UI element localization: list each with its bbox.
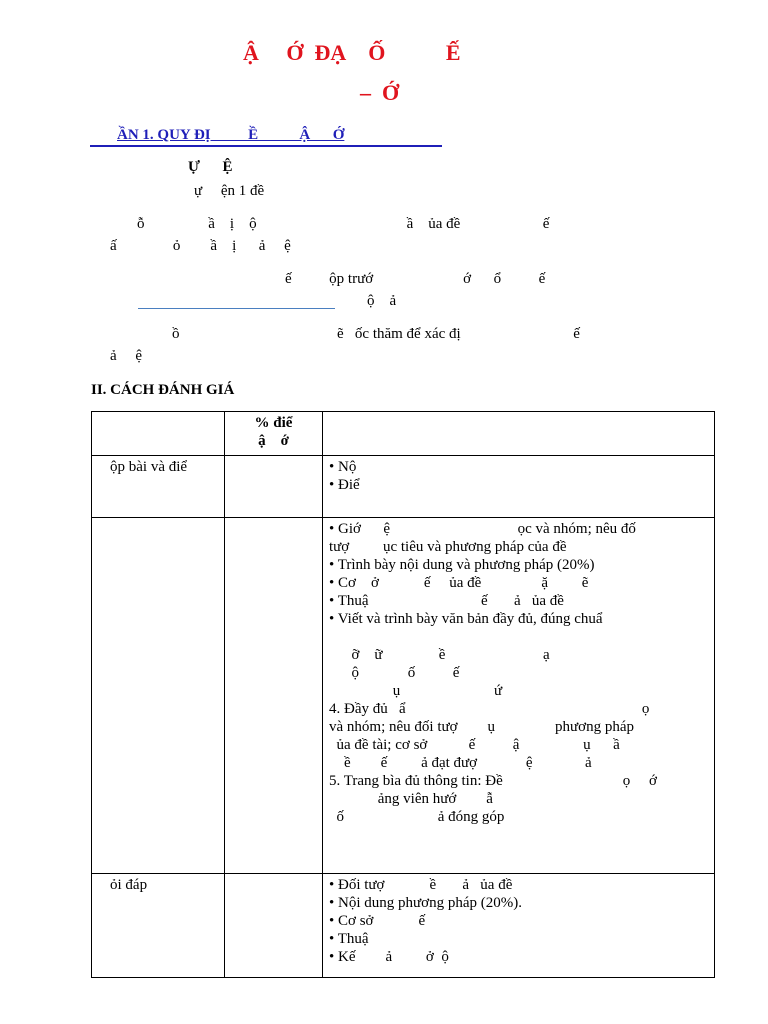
detail-line: 4. Đầy đủ ẩ ọ	[329, 701, 650, 717]
detail-line: ảng viên hướ ẫ	[329, 791, 493, 807]
p3-line1: ế ộp trướ ớ ổ ế	[285, 271, 546, 287]
detail-line: • Giớ ệ ọc và nhóm; nêu đố	[329, 521, 636, 537]
detail-line: ỡ ữ ề ạ	[329, 647, 550, 663]
table-row	[92, 874, 715, 978]
part1-heading: ẦN 1. QUY ĐỊ Ề Ậ Ớ	[117, 127, 345, 143]
part2-heading: II. CÁCH ĐÁNH GIÁ	[91, 382, 235, 398]
detail-line: ố ả đóng góp	[329, 809, 505, 825]
header-percent-line2: ậ ớ	[258, 433, 289, 449]
grading-table	[91, 411, 715, 978]
document-title-line2: – Ớ	[360, 80, 400, 105]
row-percent	[225, 518, 323, 874]
p3-line2: ộ ả	[367, 293, 397, 309]
detail-line: ụ ứ	[329, 683, 503, 699]
detail-line: • Thuậ ế ả ủa đề	[329, 593, 564, 609]
row-percent	[225, 456, 323, 518]
row-label	[92, 874, 225, 978]
detail-line: • Viết và trình bày văn bản đầy đủ, đúng chuẩ	[329, 611, 603, 627]
row-label	[92, 456, 225, 518]
table-header-row	[92, 412, 715, 456]
detail-line	[329, 628, 712, 646]
detail-line: ề ế ả đạt đượ ệ ả	[329, 755, 592, 771]
part1-heading-underline	[90, 145, 442, 147]
header-cell-details	[323, 412, 715, 456]
p3-blue-line	[138, 308, 335, 309]
row-label-text: ộp bài và điể	[110, 459, 188, 475]
row-details	[323, 456, 715, 518]
detail-line: • Nội dung phương pháp (20%).	[329, 895, 522, 911]
document-title-line1: Ậ Ớ ĐẠ Ố Ế	[243, 40, 461, 65]
detail-line: tượ ục tiêu và phương pháp của đề	[329, 539, 567, 555]
p1-bold-heading: Ự Ệ	[188, 159, 233, 175]
row-details	[323, 518, 715, 874]
detail-line: • Cơ sở ế	[329, 913, 426, 929]
table-row	[92, 456, 715, 518]
table-row	[92, 518, 715, 874]
row-details	[323, 874, 715, 978]
row-label-text	[98, 520, 218, 538]
detail-line: • Điể	[329, 477, 360, 493]
detail-line: • Đối tượ ề ả ủa đề	[329, 877, 513, 893]
header-cell-percent	[225, 412, 323, 456]
detail-line: ủa đề tài; cơ sở ế ậ ụ ầ	[329, 737, 620, 753]
p2-line2: ấ ỏ ầ ị ả ệ	[110, 238, 291, 254]
detail-line: ộ ố ế	[329, 665, 460, 681]
p4-line1: ồ ẽ ốc thăm để xác đị ế	[172, 326, 580, 342]
header-cell-criteria	[92, 412, 225, 456]
p4-line2: ả ệ	[110, 348, 143, 364]
row-percent	[225, 874, 323, 978]
row-label	[92, 518, 225, 874]
detail-line: 5. Trang bìa đủ thông tin: Đề ọ ớ	[329, 773, 657, 789]
p2-line1: ỗ ầ ị ộ ầ ủa đề ế	[137, 216, 550, 232]
detail-line: và nhóm; nêu đối tượ ụ phương pháp	[329, 719, 635, 735]
detail-line: • Nộ	[329, 459, 357, 475]
detail-line: • Thuậ	[329, 931, 369, 947]
detail-line: • Kế ả ở ộ	[329, 949, 449, 965]
header-percent-line1: % điể	[254, 415, 293, 431]
detail-line: • Trình bày nội dung và phương pháp (20%)	[329, 557, 595, 573]
p1-text: ự ện 1 đề	[194, 183, 265, 199]
detail-line: • Cơ ở ế ủa đề ặ ẽ	[329, 575, 589, 591]
row-label-text: ỏi đáp	[110, 877, 148, 893]
